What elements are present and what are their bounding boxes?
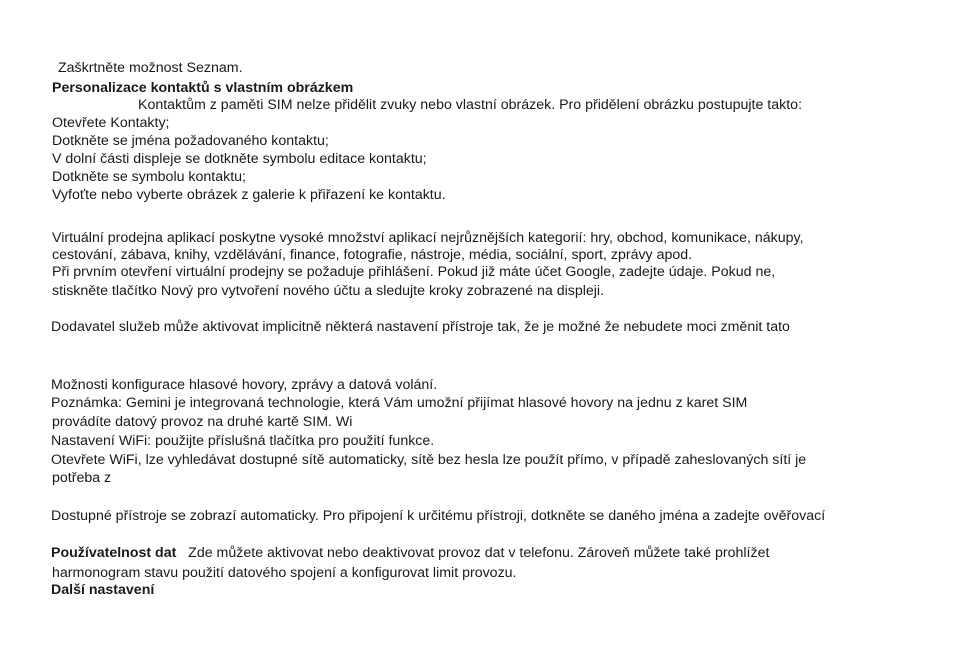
config-line-2: Poznámka: Gemini je integrovaná technologie, která Vám umožní přijímat hlasové hovory na jednu z karet SIM [51,395,748,411]
data-usage-text: Zde můžete aktivovat nebo deaktivovat provoz dat v telefonu. Zároveň můžete také prohlížet [188,545,770,561]
store-line-2: cestování, zábava, knihy, vzdělávání, finance, fotografie, nástroje, média, sociální, sport, zprávy apod. [52,247,693,263]
step-1: Otevřete Kontakty; [52,115,170,131]
step-2: Dotkněte se jména požadovaného kontaktu; [52,133,329,149]
step-4: Dotkněte se symbolu kontaktu; [52,169,246,185]
heading-contacts: Personalizace kontaktů s vlastním obrázkem [52,80,354,96]
store-line-3: Při prvním otevření virtuální prodejny se požaduje přihlášení. Pokud již máte účet Google, zadejte údaje. Pokud ne, [52,264,776,280]
data-usage-text-2: harmonogram stavu použití datového spojení a konfigurovat limit provozu. [52,565,517,581]
heading-data-usage: Používatelnost dat [51,545,177,561]
intro-line: Zaškrtněte možnost Seznam. [58,60,243,76]
store-line-1: Virtuální prodejna aplikací poskytne vysoké množství aplikací nejrůznějších kategorií: hry, obchod, komunikace, nákupy, [52,230,804,246]
config-line-1: Možnosti konfigurace hlasové hovory, zprávy a datová volání. [51,377,438,393]
data-usage-paragraph [51,545,769,562]
contacts-description: Kontaktům z paměti SIM nelze přidělit zvuky nebo vlastní obrázek. Pro přidělení obrázku postupujte takto: [138,97,803,113]
config-line-6: potřeba z [52,470,112,486]
step-5: Vyfoťte nebo vyberte obrázek z galerie k přiřazení ke kontaktu. [52,187,446,203]
config-line-5: Otevřete WiFi, lze vyhledávat dostupné sítě automaticky, sítě bez hesla lze použít přímo, v případě zaheslovaných sítí je [51,452,807,468]
config-line-3: provádíte datový provoz na druhé kartě SIM. Wi [52,414,353,430]
provider-line: Dodavatel služeb může aktivovat implicitně některá nastavení přístroje tak, že je možné že nebudete moci změnit tato [51,319,790,335]
devices-line: Dostupné přístroje se zobrazí automaticky. Pro připojení k určitému přístroji, dotkněte se daného jména a zadejte ověřovací [51,508,826,524]
config-line-4: Nastavení WiFi: použijte příslušná tlačítka pro použití funkce. [51,433,435,449]
store-line-4: stiskněte tlačítko Nový pro vytvoření nového účtu a sledujte kroky zobrazené na displeji. [52,283,605,299]
step-3: V dolní části displeje se dotkněte symbolu editace kontaktu; [52,151,427,167]
heading-more-settings: Další nastavení [51,582,155,598]
